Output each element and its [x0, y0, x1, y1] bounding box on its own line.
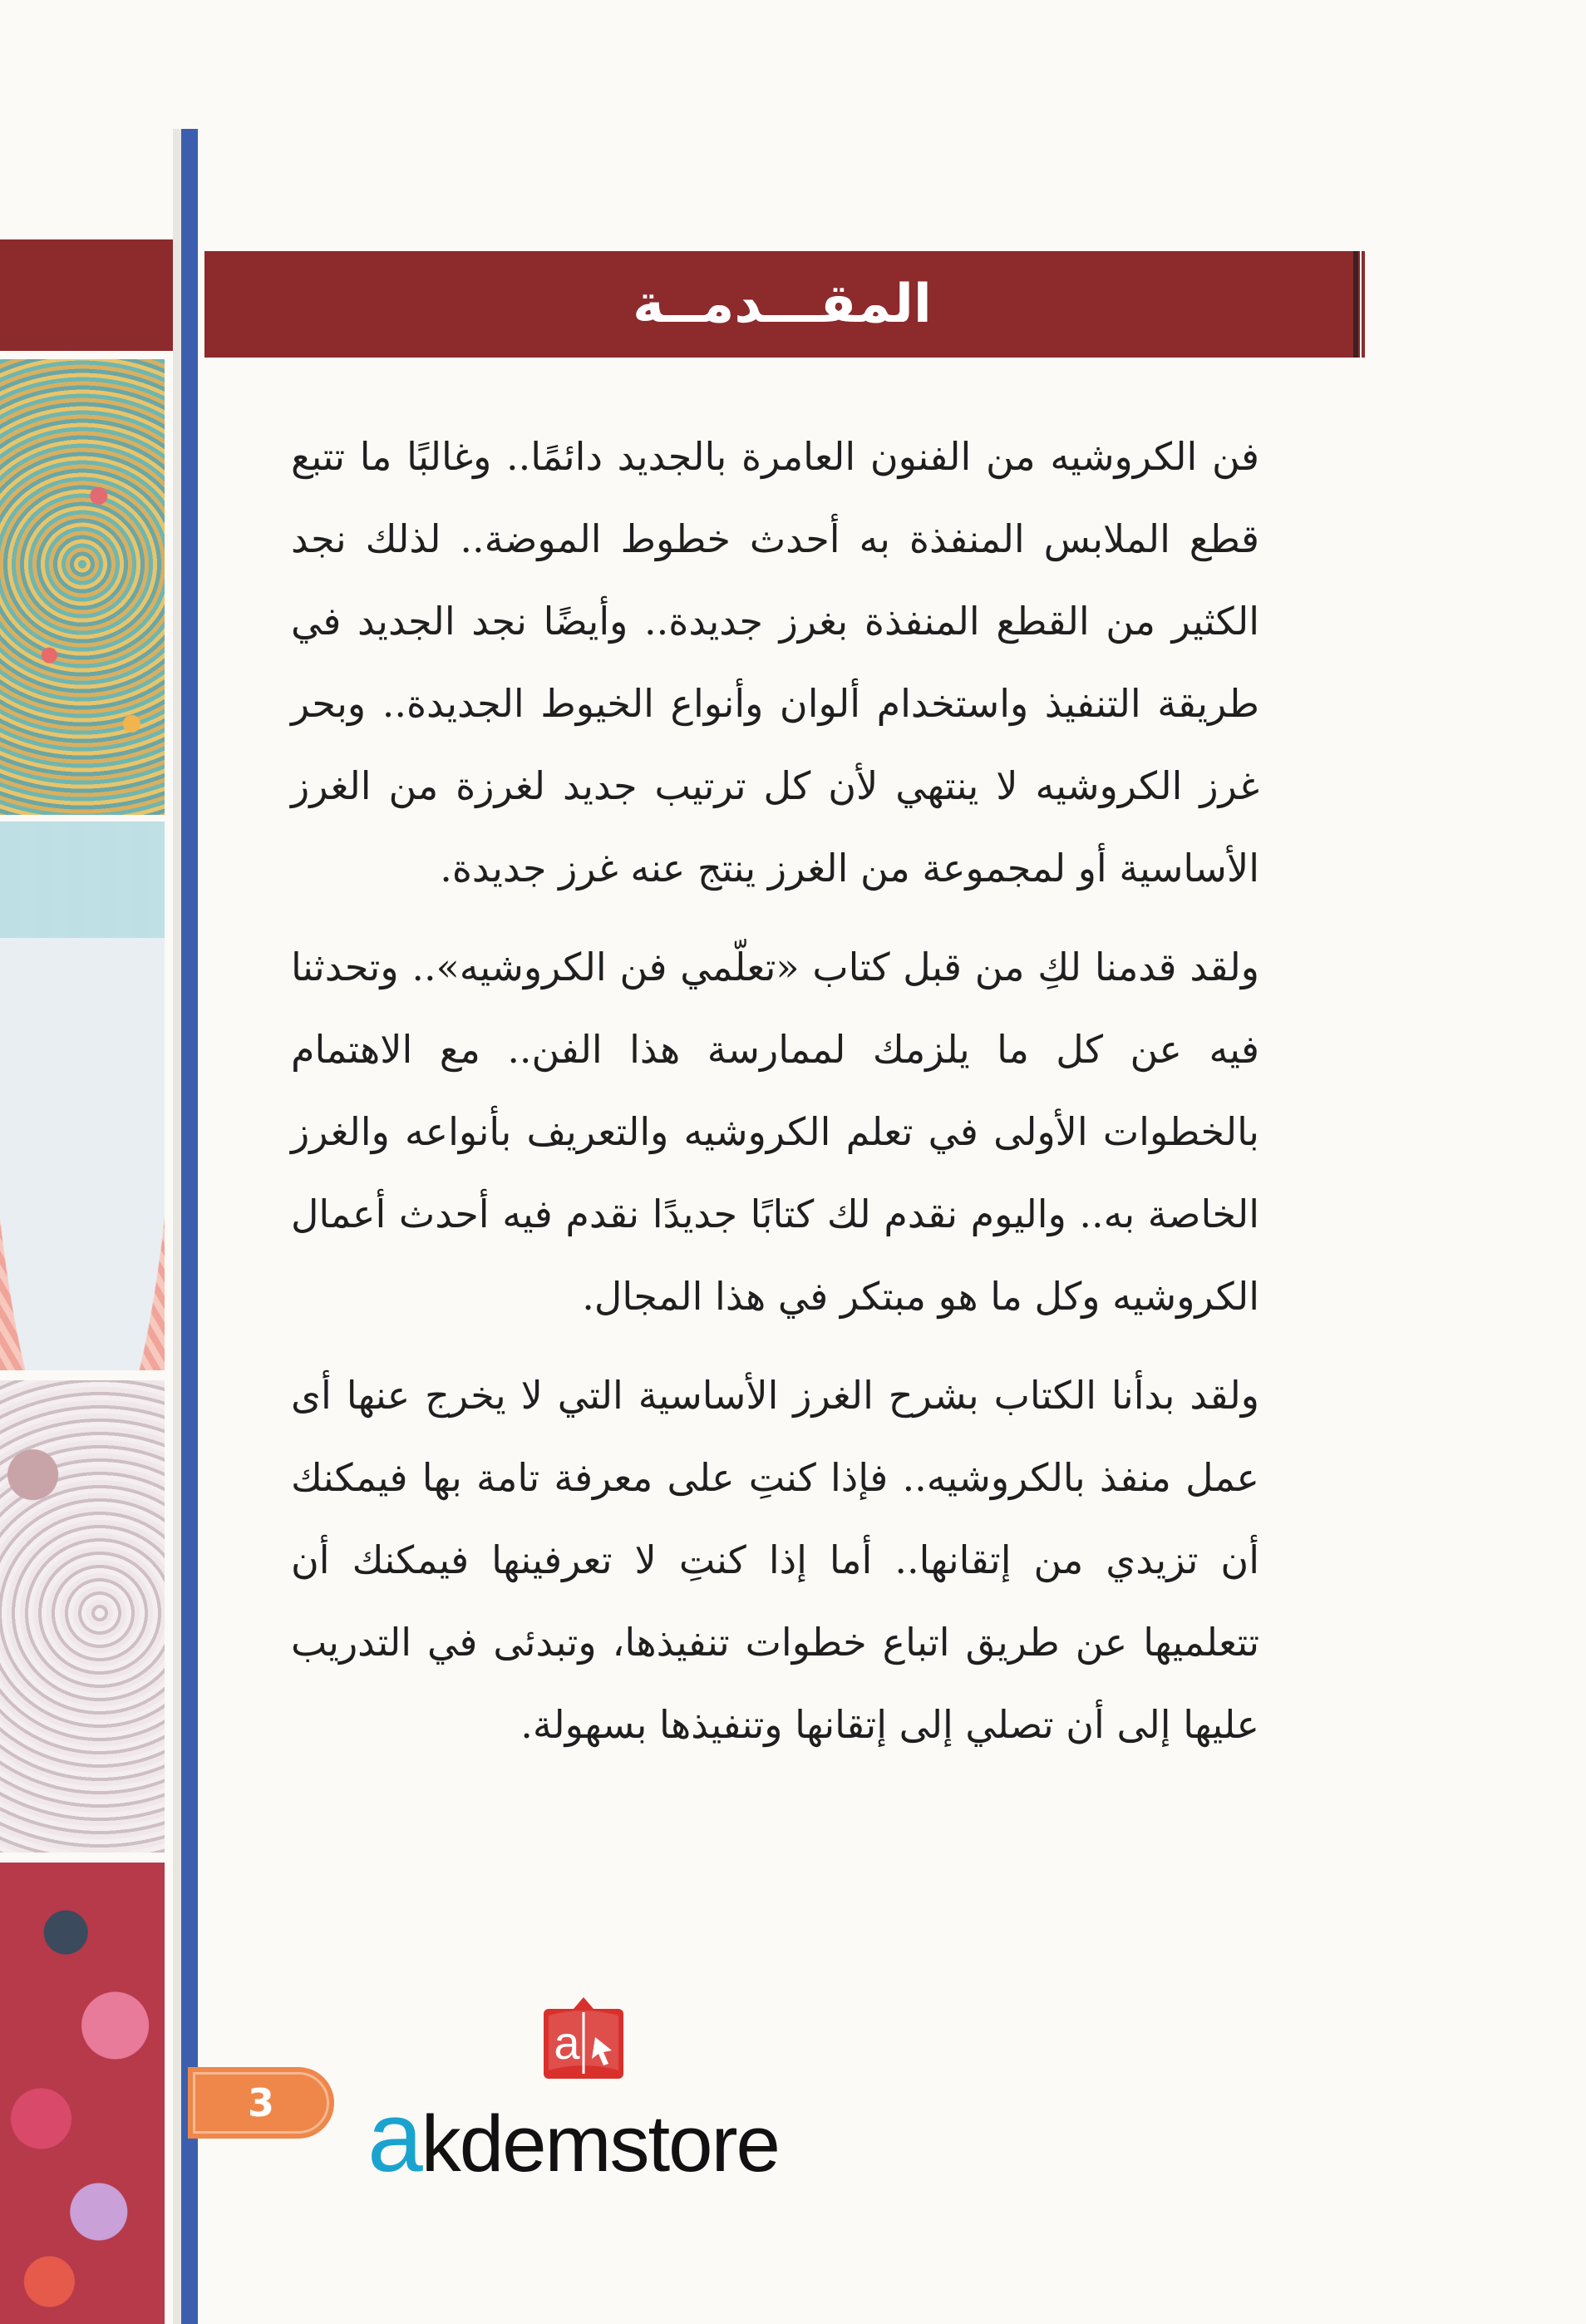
crochet-doily-photo: [0, 359, 165, 815]
banner-end-mark-2: [1362, 251, 1365, 358]
watermark-text: [367, 2081, 779, 2193]
page-number-tab: [188, 2067, 334, 2139]
page-title: المقـــدمــة: [633, 274, 932, 335]
crochet-flowers-photo: [0, 1863, 165, 2324]
white-doily-photo: [0, 1380, 165, 1853]
logo-letter: a: [554, 2016, 580, 2069]
body-text: [291, 416, 1259, 1783]
paragraph-2: ولقد قدمنا لكِ من قبل كتاب «تعلّمي فن الكروشيه».. وتحدثنا فيه عن كل ما يلزمك لممارسة هذا الفن.. مع الاهتمام بالخطوات الأولى في تعلم الكروشيه والتعريف بأنواعه والغرز الخاصة به.. واليوم نقدم لك كتابًا جديدًا نقدم فيه أحدث أعمال الكروشيه وكل ما هو مبتكر في هذا المجال.: [291, 945, 1259, 1319]
banner-end-mark: [1353, 251, 1358, 358]
paragraph-1: فن الكروشيه من الفنون العامرة بالجديد دائمًا.. وغالبًا ما تتبع قطع الملابس المنفذة به أحدث خطوط الموضة.. لذلك نجد الكثير من القطع المنفذة بغرز جديدة.. وأيضًا نجد الجديد في طريقة التنفيذ واستخدام ألوان وأنواع الخيوط الجديدة.. وبحر غرز الكروشيه لا ينتهي لأن كل ترتيب جديد لغرزة من الغرز الأساسية أو لمجموعة من الغرز ينتج عنه غرز جديدة.: [291, 434, 1259, 891]
margin-shadow: [173, 129, 181, 2324]
watermark-prefix: a: [367, 2081, 421, 2193]
crochet-dress-photo: [0, 822, 165, 1370]
strip-top-band: [0, 239, 173, 351]
page-number: 3: [247, 2080, 274, 2125]
photo-strip: [0, 0, 173, 2324]
paragraph-3: ولقد بدأنا الكتاب بشرح الغرز الأساسية التي لا يخرج عنها أى عمل منفذ بالكروشيه.. فإذا كنتِ على معرفة تامة بها فيمكنك أن تزيدي من إتقانها.. أما إذا كنتِ لا تعرفينها فيمكنك أن تتعلميها عن طريق اتباع خطوات تنفيذها، وتبدئى في التدريب عليها إلى أن تصلي إلى إتقانها وتنفيذها بسهولة.: [291, 1373, 1259, 1747]
heading-banner: [204, 251, 1360, 358]
book-logo-icon: [537, 1994, 630, 2084]
watermark-rest: kdemstore: [421, 2099, 779, 2188]
vertical-rule: [181, 129, 198, 2324]
